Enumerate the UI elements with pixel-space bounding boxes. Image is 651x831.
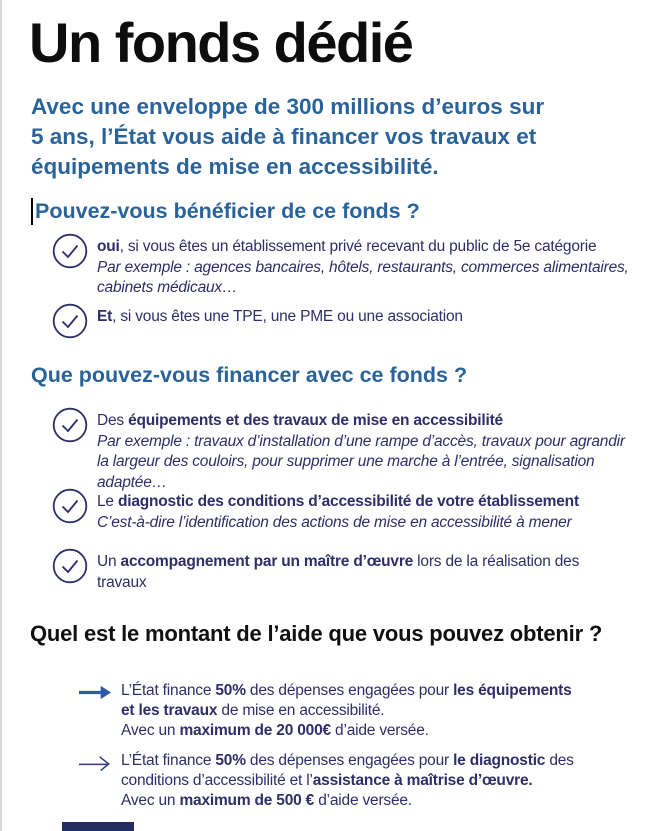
- list-item-text: [97, 492, 579, 533]
- intro-paragraph: Avec une enveloppe de 300 millions d’euros sur 5 ans, l’État vous aide à financer vos travaux et équipements de mise en accessibilité.: [31, 94, 545, 179]
- list-item: [78, 681, 572, 741]
- text-cursor: [31, 198, 33, 225]
- section-heading-financing: Que pouvez-vous financer avec ce fonds ?: [31, 363, 468, 387]
- item-example-text: Par exemple : agences bancaires, hôtels, restaurants, commerces alimentaires, cabinets médicaux…: [97, 258, 629, 296]
- check-circle-icon: [52, 233, 88, 269]
- arrow-right-icon: [78, 684, 112, 706]
- page-title: Un fonds dédié: [29, 11, 413, 74]
- item-main-text: Le diagnostic des conditions d’accessibilité de votre établissement: [97, 493, 579, 510]
- list-item: [52, 411, 625, 493]
- footer-bar: [62, 822, 134, 831]
- list-item-text: [97, 552, 579, 593]
- list-item: [78, 751, 574, 811]
- list-item-text: [97, 237, 629, 299]
- list-item: [52, 552, 579, 593]
- item-main-text: Et, si vous êtes une TPE, une PME ou une association: [97, 308, 463, 325]
- item-main-text: Un accompagnement par un maître d’œuvre lors de la réalisation des travaux: [97, 553, 580, 591]
- item-main-text: L’État finance 50% des dépenses engagées pour les équipements et les travaux de mise en accessibilité. Avec un maximum de 20 000€ d’aide versée.: [121, 682, 572, 739]
- item-example-text: C’est-à-dire l’identification des actions de mise en accessibilité à mener: [97, 513, 572, 531]
- list-item: [52, 492, 579, 533]
- check-circle-icon: [52, 488, 88, 524]
- arrow-right-icon: [78, 754, 112, 776]
- section-heading-amount: Quel est le montant de l’aide que vous pouvez obtenir ?: [30, 621, 603, 646]
- item-main-text: oui, si vous êtes un établissement privé recevant du public de 5e catégorie: [97, 238, 597, 255]
- section-heading-eligibility: Pouvez-vous bénéficier de ce fonds ?: [35, 199, 420, 223]
- item-main-text: Des équipements et des travaux de mise en accessibilité: [97, 412, 503, 429]
- check-circle-icon: [52, 407, 88, 443]
- list-item-text: [97, 307, 463, 328]
- check-circle-icon: [52, 548, 88, 584]
- list-item: [52, 237, 629, 299]
- check-circle-icon: [52, 303, 88, 339]
- item-example-text: Par exemple : travaux d’installation d’une rampe d’accès, travaux pour agrandir la largeur des couloirs, pour supprimer une marche à l’entrée, signalisation adaptée…: [97, 432, 625, 491]
- list-item: [52, 307, 463, 339]
- page-left-edge: [0, 0, 2, 831]
- item-main-text: L’État finance 50% des dépenses engagées pour le diagnostic des conditions d’accessibilité et l’assistance à maîtrise d’œuvre. Avec un maximum de 500 € d’aide versée.: [121, 752, 574, 809]
- list-item-text: [97, 411, 625, 493]
